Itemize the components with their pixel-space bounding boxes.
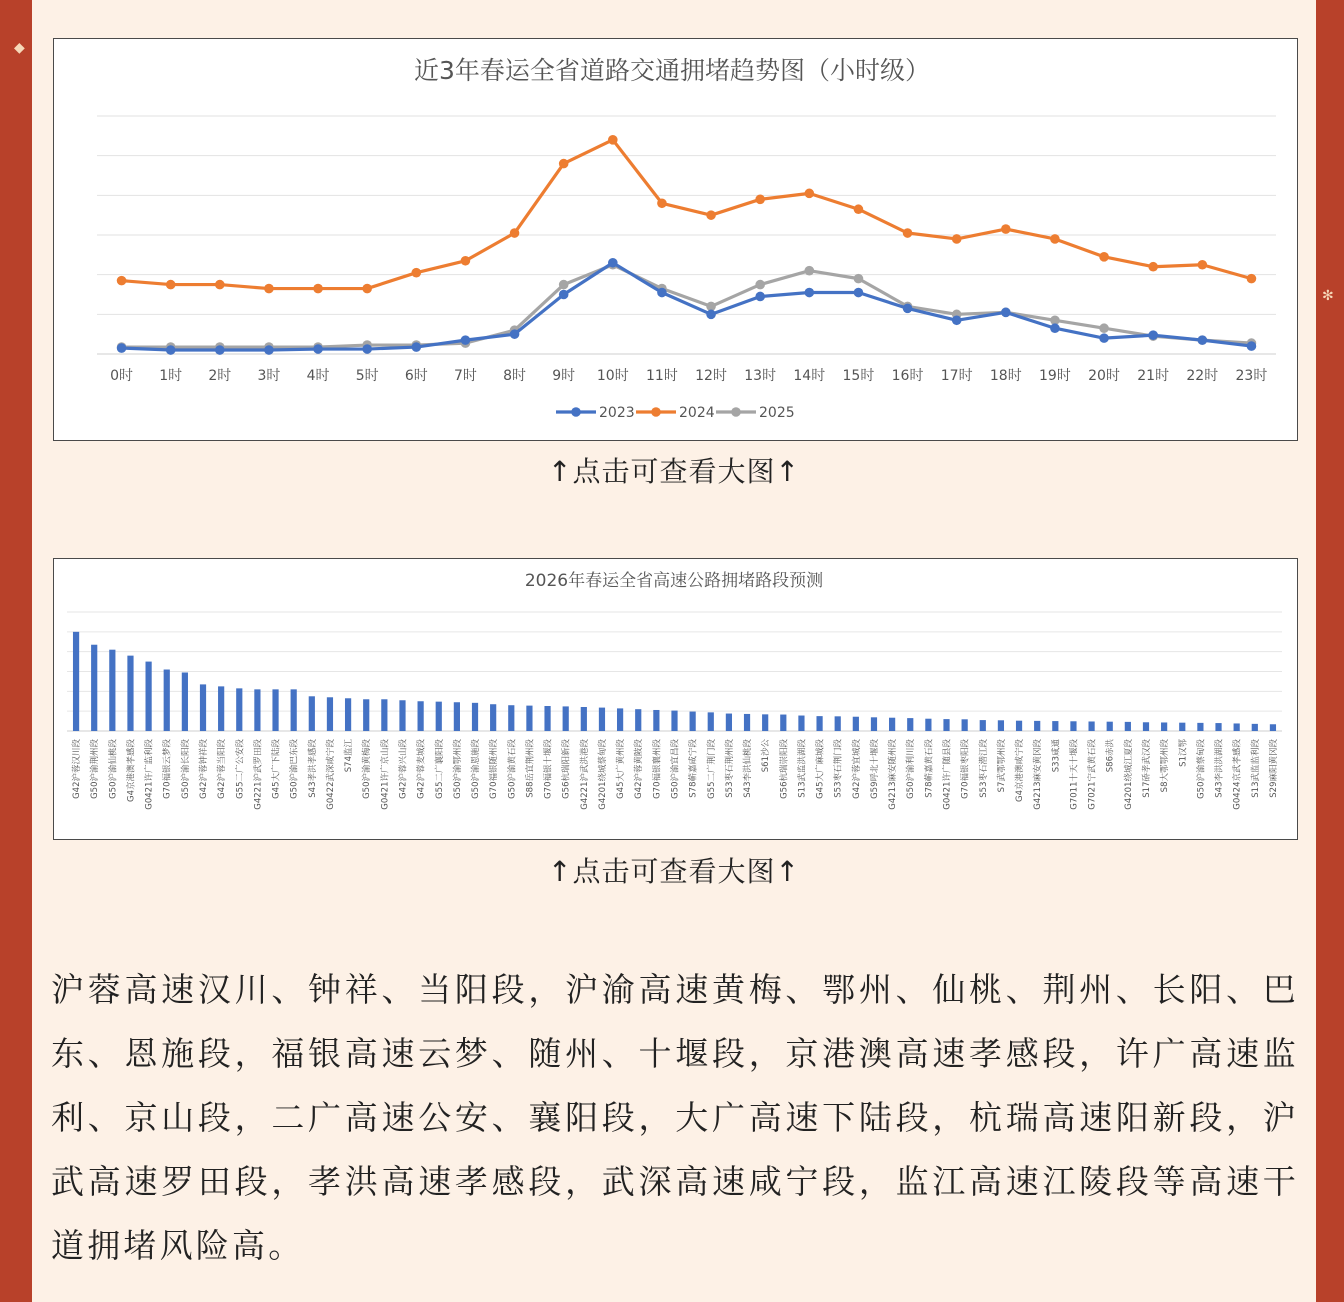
data-point [657, 198, 667, 208]
legend-marker [571, 407, 581, 417]
x-category-label: S17硚孝武汉段 [1141, 739, 1152, 798]
x-tick-label: 2时 [208, 368, 232, 384]
legend-marker [651, 407, 661, 417]
line-chart-title: 近3年春运全省道路交通拥堵趋势图（小时级） [414, 56, 930, 85]
x-category-label: S1汉鄂 [1178, 739, 1189, 767]
data-point [461, 335, 471, 345]
bar [816, 716, 822, 731]
bar [962, 719, 968, 731]
bar-chart-title: 2026年春运全省高速公路拥堵路段预测 [524, 571, 824, 591]
data-point [1050, 323, 1060, 333]
bar [1252, 724, 1258, 731]
bar [853, 717, 859, 731]
x-category-label: G0422武深咸宁段 [325, 739, 336, 810]
data-point [264, 284, 274, 294]
line-chart-x-ticks [110, 368, 1267, 384]
x-category-label: G50沪渝蔡甸段 [1196, 739, 1207, 799]
x-tick-label: 8时 [503, 368, 527, 384]
bar [980, 720, 986, 731]
data-point [412, 342, 422, 352]
x-category-label: S29麻阳黄冈段 [1268, 739, 1279, 798]
x-category-label: S13武监洪湖段 [797, 739, 808, 798]
x-category-label: G4221沪武罗田段 [253, 739, 264, 810]
bar [73, 632, 79, 731]
data-point [805, 288, 815, 298]
bar [236, 688, 242, 731]
bar [1016, 721, 1022, 731]
x-category-label: G56杭瑞崇阳段 [779, 739, 790, 799]
x-category-label: S78蕲嘉咸宁段 [688, 739, 699, 798]
x-category-label: S86赤洪 [1105, 739, 1116, 773]
x-category-label: G55二广公安段 [235, 739, 246, 799]
x-tick-label: 13时 [744, 368, 777, 384]
x-category-label: G4201绕城蔡甸段 [597, 739, 608, 810]
x-category-label: S43李洪洪湖段 [1214, 739, 1225, 798]
data-point [805, 189, 815, 199]
x-tick-label: 7时 [453, 368, 477, 384]
legend-marker [731, 407, 741, 417]
x-category-label: S78蕲嘉黄石段 [924, 739, 935, 798]
bar [1270, 724, 1276, 731]
x-category-label: G45大广下陆段 [271, 739, 282, 799]
x-category-label: S53枣石荆州段 [724, 739, 735, 798]
x-category-label: G59呼北十堰段 [869, 739, 880, 799]
legend-item-2024 [636, 405, 715, 421]
x-category-label: G50沪渝利川段 [906, 739, 917, 799]
bar-chart-x-labels [71, 739, 1279, 810]
x-category-label: G42沪蓉汉川段 [72, 739, 83, 799]
bar [1107, 722, 1113, 731]
data-point [854, 274, 864, 284]
data-point [313, 344, 323, 354]
x-tick-label: 17时 [940, 368, 973, 384]
x-tick-label: 3时 [257, 368, 281, 384]
data-point [412, 268, 422, 278]
data-point [362, 284, 372, 294]
data-point [706, 310, 716, 320]
x-category-label: G50沪渝恩施段 [471, 739, 482, 799]
x-category-label: S7武鄂鄂州段 [996, 739, 1007, 793]
data-point [559, 290, 569, 300]
bar-chart-image[interactable] [53, 558, 1298, 840]
legend-label: 2023 [599, 405, 635, 421]
data-point [1198, 335, 1208, 345]
bar [272, 689, 278, 731]
series-line-2023 [122, 263, 1252, 350]
bar [218, 686, 224, 731]
x-tick-label: 12时 [695, 368, 727, 384]
bar [109, 650, 115, 731]
bar [762, 714, 768, 731]
x-category-label: G50沪渝黄梅段 [362, 739, 373, 799]
data-point [1148, 262, 1158, 272]
x-category-label: G4213麻安随州段 [888, 739, 899, 810]
x-category-label: G4213麻安黄冈段 [1033, 739, 1044, 810]
x-category-label: G4京港澳咸宁段 [1015, 739, 1026, 802]
x-category-label: G70福银枣阳段 [960, 739, 971, 799]
data-point [510, 329, 520, 339]
bar [1215, 723, 1221, 731]
bar [1034, 721, 1040, 731]
x-category-label: G50沪渝鄂州段 [452, 739, 463, 799]
bar [526, 706, 532, 731]
x-category-label: G4201绕城江夏段 [1123, 739, 1134, 810]
x-category-label: S33咸通 [1051, 739, 1062, 773]
bar [182, 672, 188, 731]
bar [309, 696, 315, 731]
x-category-label: G42沪蓉宜城段 [851, 739, 862, 799]
x-category-label: G50沪渝荆州段 [90, 739, 101, 799]
x-category-label: S43孝洪孝感段 [307, 739, 318, 798]
data-point [1099, 252, 1109, 262]
x-category-label: G7011十天十堰段 [1069, 739, 1080, 810]
x-tick-label: 15时 [842, 368, 875, 384]
data-point [1050, 234, 1060, 244]
bar-chart-bars [73, 632, 1276, 731]
bar [363, 699, 369, 731]
x-tick-label: 1时 [159, 368, 183, 384]
bar [581, 707, 587, 731]
x-category-label: G50沪渝长阳段 [180, 739, 191, 799]
data-point [166, 280, 176, 290]
bar [399, 700, 405, 731]
x-tick-label: 19时 [1039, 368, 1071, 384]
x-category-label: G42沪蓉钟祥段 [199, 739, 210, 799]
data-point [461, 256, 471, 266]
bar [599, 708, 605, 731]
data-point [1001, 224, 1011, 234]
data-point [854, 288, 864, 298]
legend-item-2023 [556, 405, 635, 421]
left-edge-ornament: ◆ [14, 40, 25, 56]
data-point [952, 315, 962, 325]
bar [454, 702, 460, 731]
bar [254, 689, 260, 731]
series-line-2024 [122, 140, 1252, 289]
x-category-label: G4京港澳孝感段 [126, 739, 137, 802]
x-tick-label: 20时 [1088, 368, 1120, 384]
bar [871, 717, 877, 731]
x-category-label: S74监江 [344, 739, 355, 773]
x-tick-label: 6时 [404, 368, 428, 384]
data-point [1247, 274, 1257, 284]
bar [744, 714, 750, 731]
bar [726, 714, 732, 731]
bar [563, 706, 569, 731]
legend-label: 2024 [679, 405, 715, 421]
series-2023 [117, 258, 1256, 355]
data-point [706, 210, 716, 220]
x-category-label: S61沙公 [761, 739, 772, 773]
article-page [32, 0, 1316, 1302]
x-category-label: G50沪渝仙桃段 [108, 739, 119, 799]
bar [835, 716, 841, 731]
x-tick-label: 21时 [1137, 368, 1170, 384]
bar-chart [54, 559, 1296, 838]
x-category-label: G56杭瑞阳新段 [561, 739, 572, 799]
x-category-label: G0421许广监利段 [144, 739, 155, 810]
x-category-label: S88岳宜荆州段 [525, 739, 536, 798]
x-tick-label: 22时 [1186, 368, 1219, 384]
x-category-label: G42沪蓉黄陂段 [634, 739, 645, 799]
bar [1179, 723, 1185, 731]
bar [381, 699, 387, 731]
x-tick-label: 0时 [110, 368, 134, 384]
enlarge-caption-1[interactable]: ↑点击可查看大图↑ [548, 455, 800, 488]
x-category-label: G42沪蓉麦城段 [416, 739, 427, 799]
bar [1052, 721, 1058, 731]
legend-label: 2025 [759, 405, 795, 421]
bar [345, 698, 351, 731]
x-category-label: G70福银随州段 [489, 739, 500, 799]
x-category-label: S53枣石荆门段 [833, 739, 844, 798]
x-category-label: S43李洪仙桃段 [743, 739, 754, 798]
x-tick-label: 18时 [989, 368, 1022, 384]
data-point [755, 280, 765, 290]
data-point [903, 228, 913, 238]
data-point [952, 234, 962, 244]
x-tick-label: 23时 [1235, 368, 1268, 384]
x-category-label: G7021宁武黄石段 [1087, 739, 1098, 810]
line-chart-legend [556, 405, 795, 421]
bar [798, 716, 804, 731]
series-2025 [117, 260, 1256, 352]
x-tick-label: 4时 [306, 368, 330, 384]
bar [544, 706, 550, 731]
data-point [608, 135, 618, 145]
x-category-label: G45大广黄州段 [616, 739, 627, 799]
data-point [215, 280, 225, 290]
bar [327, 697, 333, 731]
data-point [755, 292, 765, 302]
line-chart [54, 39, 1296, 439]
legend-item-2025 [716, 405, 795, 421]
bar [617, 708, 623, 731]
x-category-label: G55二广荆门段 [706, 739, 717, 799]
bar [418, 701, 424, 731]
bar [635, 709, 641, 731]
x-category-label: S13武监监利段 [1250, 739, 1261, 798]
x-tick-label: 11时 [646, 368, 678, 384]
x-category-label: G70福银云梦段 [162, 739, 173, 799]
data-point [903, 304, 913, 314]
x-category-label: G0424京武孝感段 [1232, 739, 1243, 810]
x-tick-label: 5时 [355, 368, 379, 384]
bar [925, 719, 931, 731]
bar [1088, 721, 1094, 731]
bar [1197, 723, 1203, 731]
data-point [1148, 330, 1158, 340]
data-point [117, 276, 127, 286]
data-point [313, 284, 323, 294]
bar [708, 712, 714, 731]
bar [889, 718, 895, 731]
x-tick-label: 14时 [793, 368, 826, 384]
data-point [559, 280, 569, 290]
x-category-label: G45大广麻城段 [815, 739, 826, 799]
data-point [1099, 323, 1109, 333]
enlarge-caption-2[interactable]: ↑点击可查看大图↑ [548, 855, 800, 888]
data-point [854, 204, 864, 214]
data-point [559, 159, 569, 169]
line-chart-series [117, 135, 1256, 355]
data-point [166, 345, 176, 355]
bar [780, 715, 786, 731]
x-category-label: G42沪蓉当阳段 [217, 739, 228, 799]
bar [200, 684, 206, 731]
bar [1143, 722, 1149, 731]
data-point [1198, 260, 1208, 270]
bar [291, 689, 297, 731]
data-point [1099, 333, 1109, 343]
x-category-label: G50沪渝宜昌段 [670, 739, 681, 799]
data-point [215, 345, 225, 355]
x-tick-label: 16时 [891, 368, 924, 384]
bar [508, 705, 514, 731]
data-point [805, 266, 815, 276]
line-chart-image[interactable] [53, 38, 1298, 441]
data-point [117, 343, 127, 353]
bar [1234, 723, 1240, 731]
data-point [264, 345, 274, 355]
right-edge-ornament: ✻ [1322, 288, 1334, 304]
bar [998, 720, 1004, 731]
bar [907, 718, 913, 731]
x-category-label: G50沪渝黄石段 [507, 739, 518, 799]
x-category-label: G0421许广京山段 [380, 739, 391, 810]
x-category-label: G70福银十堰段 [543, 739, 554, 799]
bar [164, 670, 170, 731]
bar [436, 702, 442, 731]
bar [1125, 722, 1131, 731]
x-category-label: G4221沪武洪港段 [579, 739, 590, 810]
data-point [657, 288, 667, 298]
data-point [362, 344, 372, 354]
bar [943, 719, 949, 731]
data-point [1247, 341, 1257, 351]
data-point [608, 258, 618, 268]
series-2024 [117, 135, 1256, 293]
bar [1070, 721, 1076, 731]
x-category-label: G55二广襄阳段 [434, 739, 445, 799]
bar [127, 656, 133, 731]
x-category-label: S8大鄂鄂州段 [1160, 739, 1171, 793]
data-point [1001, 308, 1011, 318]
bar [472, 703, 478, 731]
bar [91, 645, 97, 731]
bar [490, 704, 496, 731]
bar [653, 710, 659, 731]
x-tick-label: 9时 [552, 368, 576, 384]
bar [146, 662, 152, 731]
x-category-label: G50沪渝巴东段 [289, 739, 300, 799]
x-category-label: G70福银襄州段 [652, 739, 663, 799]
bar [1161, 722, 1167, 731]
bar [671, 711, 677, 731]
bar [690, 712, 696, 731]
x-category-label: G0421许广随县段 [942, 739, 953, 810]
data-point [510, 228, 520, 238]
line-chart-gridlines [97, 116, 1276, 354]
x-tick-label: 10时 [596, 368, 629, 384]
data-point [755, 195, 765, 205]
x-category-label: S53枣石潜江段 [978, 739, 989, 798]
x-category-label: G42沪蓉兴山段 [398, 739, 409, 799]
summary-paragraph: 沪蓉高速汉川、钟祥、当阳段，沪渝高速黄梅、鄂州、仙桃、荆州、长阳、巴东、恩施段，福银高速云梦、随州、十堰段，京港澳高速孝感段，许广高速监利、京山段，二广高速公安、襄阳段，大广高速下陆段，杭瑞高速阳新段，沪武高速罗田段，孝洪高速孝感段，武深高速咸宁段，监江高速江陵段等高速干道拥堵风险高。 [51, 970, 1299, 1265]
